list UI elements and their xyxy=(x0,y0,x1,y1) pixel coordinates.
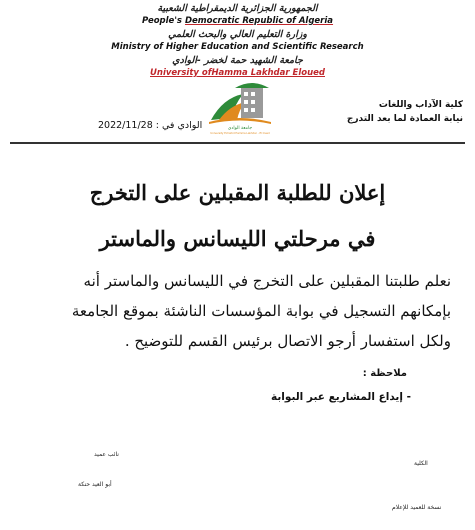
announcement-date: الوادي في : 2022/11/28 xyxy=(98,120,203,131)
faculty-office: نيابة العمادة لما بعد التدرج xyxy=(346,114,463,124)
logo-text-arabic: جامعة الوادي xyxy=(227,126,253,131)
university-name-english-text: University ofHamma Lakhdar Eloued xyxy=(150,68,325,78)
copy-to-dean: نسخة للعميد للإعلام xyxy=(392,504,442,511)
logo-text-english: University Echahid Hamma Lakhdar - El Oued xyxy=(210,132,270,135)
deputy-name: أبو العيد حنكة xyxy=(78,481,112,488)
country-prefix: People's xyxy=(141,16,185,26)
country-name-english xyxy=(0,16,475,26)
header-separator xyxy=(10,142,465,144)
note-label: ملاحظة : xyxy=(362,368,407,379)
university-name-english xyxy=(0,68,475,78)
announcement-body-line1: نعلم طلبتنا المقبلين على التخرج في الليسانس والماستر أنه xyxy=(83,272,451,290)
deputy-title: نائب عميد xyxy=(94,451,119,458)
note-bullet-item: - إيداع المشاريع عبر البوابة xyxy=(270,391,411,403)
ministry-name-english: Ministry of Higher Education and Scientific Research xyxy=(111,42,364,52)
university-name-arabic: جامعة الشهيد حمة لخضر -الوادي xyxy=(172,55,303,66)
university-logo-graphic xyxy=(205,80,275,135)
country-highlight: Democratic Republic of Algeria xyxy=(184,16,334,26)
college-label: الكلية xyxy=(414,460,428,467)
faculty-name: كلية الآداب واللغات xyxy=(378,100,463,110)
country-name-arabic: الجمهورية الجزائرية الديمقراطية الشعبية xyxy=(157,3,318,14)
announcement-body-line3: ولكل استفسار أرجو الاتصال برئيس القسم للتوضيح . xyxy=(124,332,451,350)
university-logo xyxy=(205,80,275,135)
announcement-title-line1: إعلان للطلبة المقبلين على التخرج xyxy=(89,180,386,205)
ministry-name-arabic: وزارة التعليم العالي والبحث العلمي xyxy=(168,29,307,40)
announcement-title-line2: في مرحلتي الليسانس والماستر xyxy=(99,226,376,251)
announcement-body-line2: بإمكانهم التسجيل في بوابة المؤسسات الناشئة بموقع الجامعة xyxy=(71,302,451,320)
